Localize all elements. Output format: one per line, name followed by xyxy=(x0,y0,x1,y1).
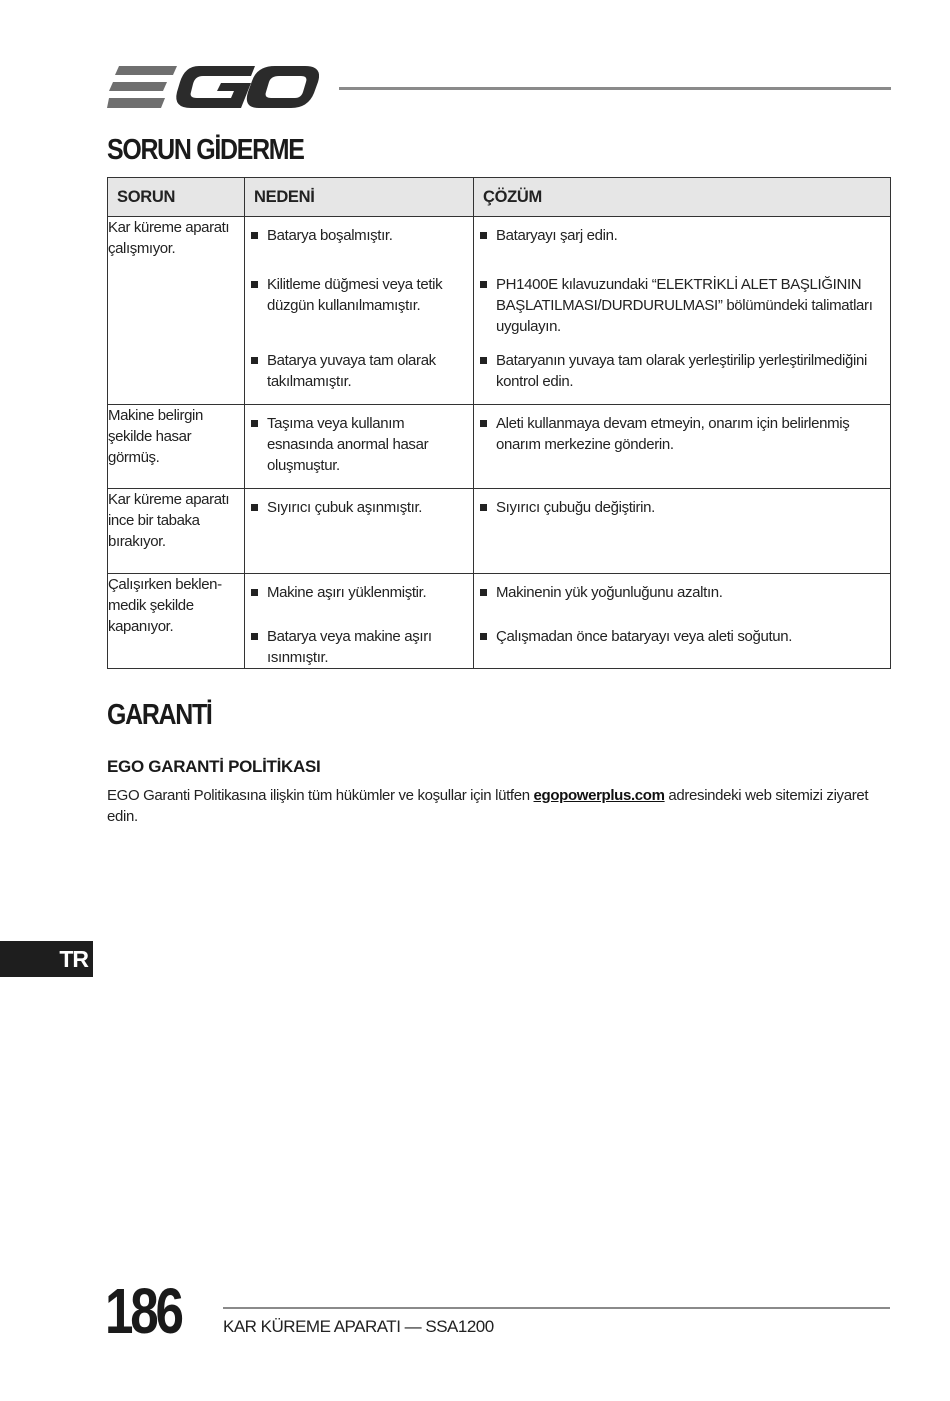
warranty-title: GARANTİ xyxy=(107,699,212,731)
cause-item: Kilitleme düğmesi veya tetik düzgün kullanılmamıştır. xyxy=(245,274,467,337)
table-row xyxy=(108,217,891,405)
solution-cell xyxy=(474,489,891,574)
cause-item: Sıyırıcı çubuk aşınmıştır. xyxy=(245,497,467,518)
solution-item: Makinenin yük yoğunluğunu azaltın. xyxy=(474,582,884,603)
website-link[interactable]: egopowerplus.com xyxy=(533,787,665,804)
ego-logo xyxy=(107,62,319,112)
solution-cell xyxy=(474,405,891,489)
cause-item: Batarya veya makine aşırı ısınmıştır. xyxy=(245,626,467,668)
cause-cell xyxy=(245,217,474,405)
column-header-problem: SORUN xyxy=(108,178,245,217)
warranty-policy-text xyxy=(107,785,897,827)
column-header-solution: ÇÖZÜM xyxy=(474,178,891,217)
troubleshooting-title: SORUN GİDERME xyxy=(107,134,304,166)
table-row xyxy=(108,574,891,669)
troubleshooting-table xyxy=(107,177,891,669)
cause-item: Batarya yuvaya tam olarak takılmamıştır. xyxy=(245,350,467,392)
warranty-policy-subtitle: EGO GARANTİ POLİTİKASI xyxy=(107,757,321,776)
table-header-row xyxy=(108,178,891,217)
language-tab: TR xyxy=(0,941,93,977)
table-row xyxy=(108,489,891,574)
solution-item: Sıyırıcı çubuğu değiştirin. xyxy=(474,497,884,518)
problem-cell: Kar küreme aparatı çalışmıyor. xyxy=(108,217,245,405)
solution-item: PH1400E kılavuzundaki “ELEKTRİKLİ ALET BAŞLIĞININ BAŞLATILMASI/DURDURULMASI” bölümündeki talimatları uygulayın. xyxy=(474,274,884,337)
cause-item: Batarya boşalmıştır. xyxy=(245,225,467,246)
solution-item: Bataryanın yuvaya tam olarak yerleştirilip yerleştirilmediğini kontrol edin. xyxy=(474,350,884,392)
footer-text: KAR KÜREME APARATI — SSA1200 xyxy=(223,1317,494,1336)
solution-item: Aleti kullanmaya devam etmeyin, onarım için belirlenmiş onarım merkezine gönderin. xyxy=(474,413,884,455)
header-rule xyxy=(339,87,891,90)
footer-rule xyxy=(223,1307,890,1309)
solution-cell xyxy=(474,217,891,405)
solution-cell xyxy=(474,574,891,669)
policy-text-after: adresindeki web sitemizi ziyaret edin. xyxy=(107,787,869,825)
policy-text-before: EGO Garanti Politikasına ilişkin tüm hükümler ve koşullar için lütfen xyxy=(107,787,534,804)
cause-cell xyxy=(245,574,474,669)
problem-cell: Makine belirgin şekilde hasar görmüş. xyxy=(108,405,245,489)
cause-cell xyxy=(245,405,474,489)
cause-item: Taşıma veya kullanım esnasında anormal hasar oluşmuştur. xyxy=(245,413,467,476)
cause-cell xyxy=(245,489,474,574)
solution-item: Çalışmadan önce bataryayı veya aleti soğutun. xyxy=(474,626,884,647)
solution-item: Bataryayı şarj edin. xyxy=(474,225,884,246)
column-header-cause: NEDENİ xyxy=(245,178,474,217)
problem-cell: Kar küreme aparatı ince bir tabaka bırakıyor. xyxy=(108,489,245,574)
page-number: 186 xyxy=(105,1275,181,1347)
table-row xyxy=(108,405,891,489)
problem-cell: Çalışırken beklen-medik şekilde kapanıyor. xyxy=(108,574,245,669)
cause-item: Makine aşırı yüklenmiştir. xyxy=(245,582,467,603)
